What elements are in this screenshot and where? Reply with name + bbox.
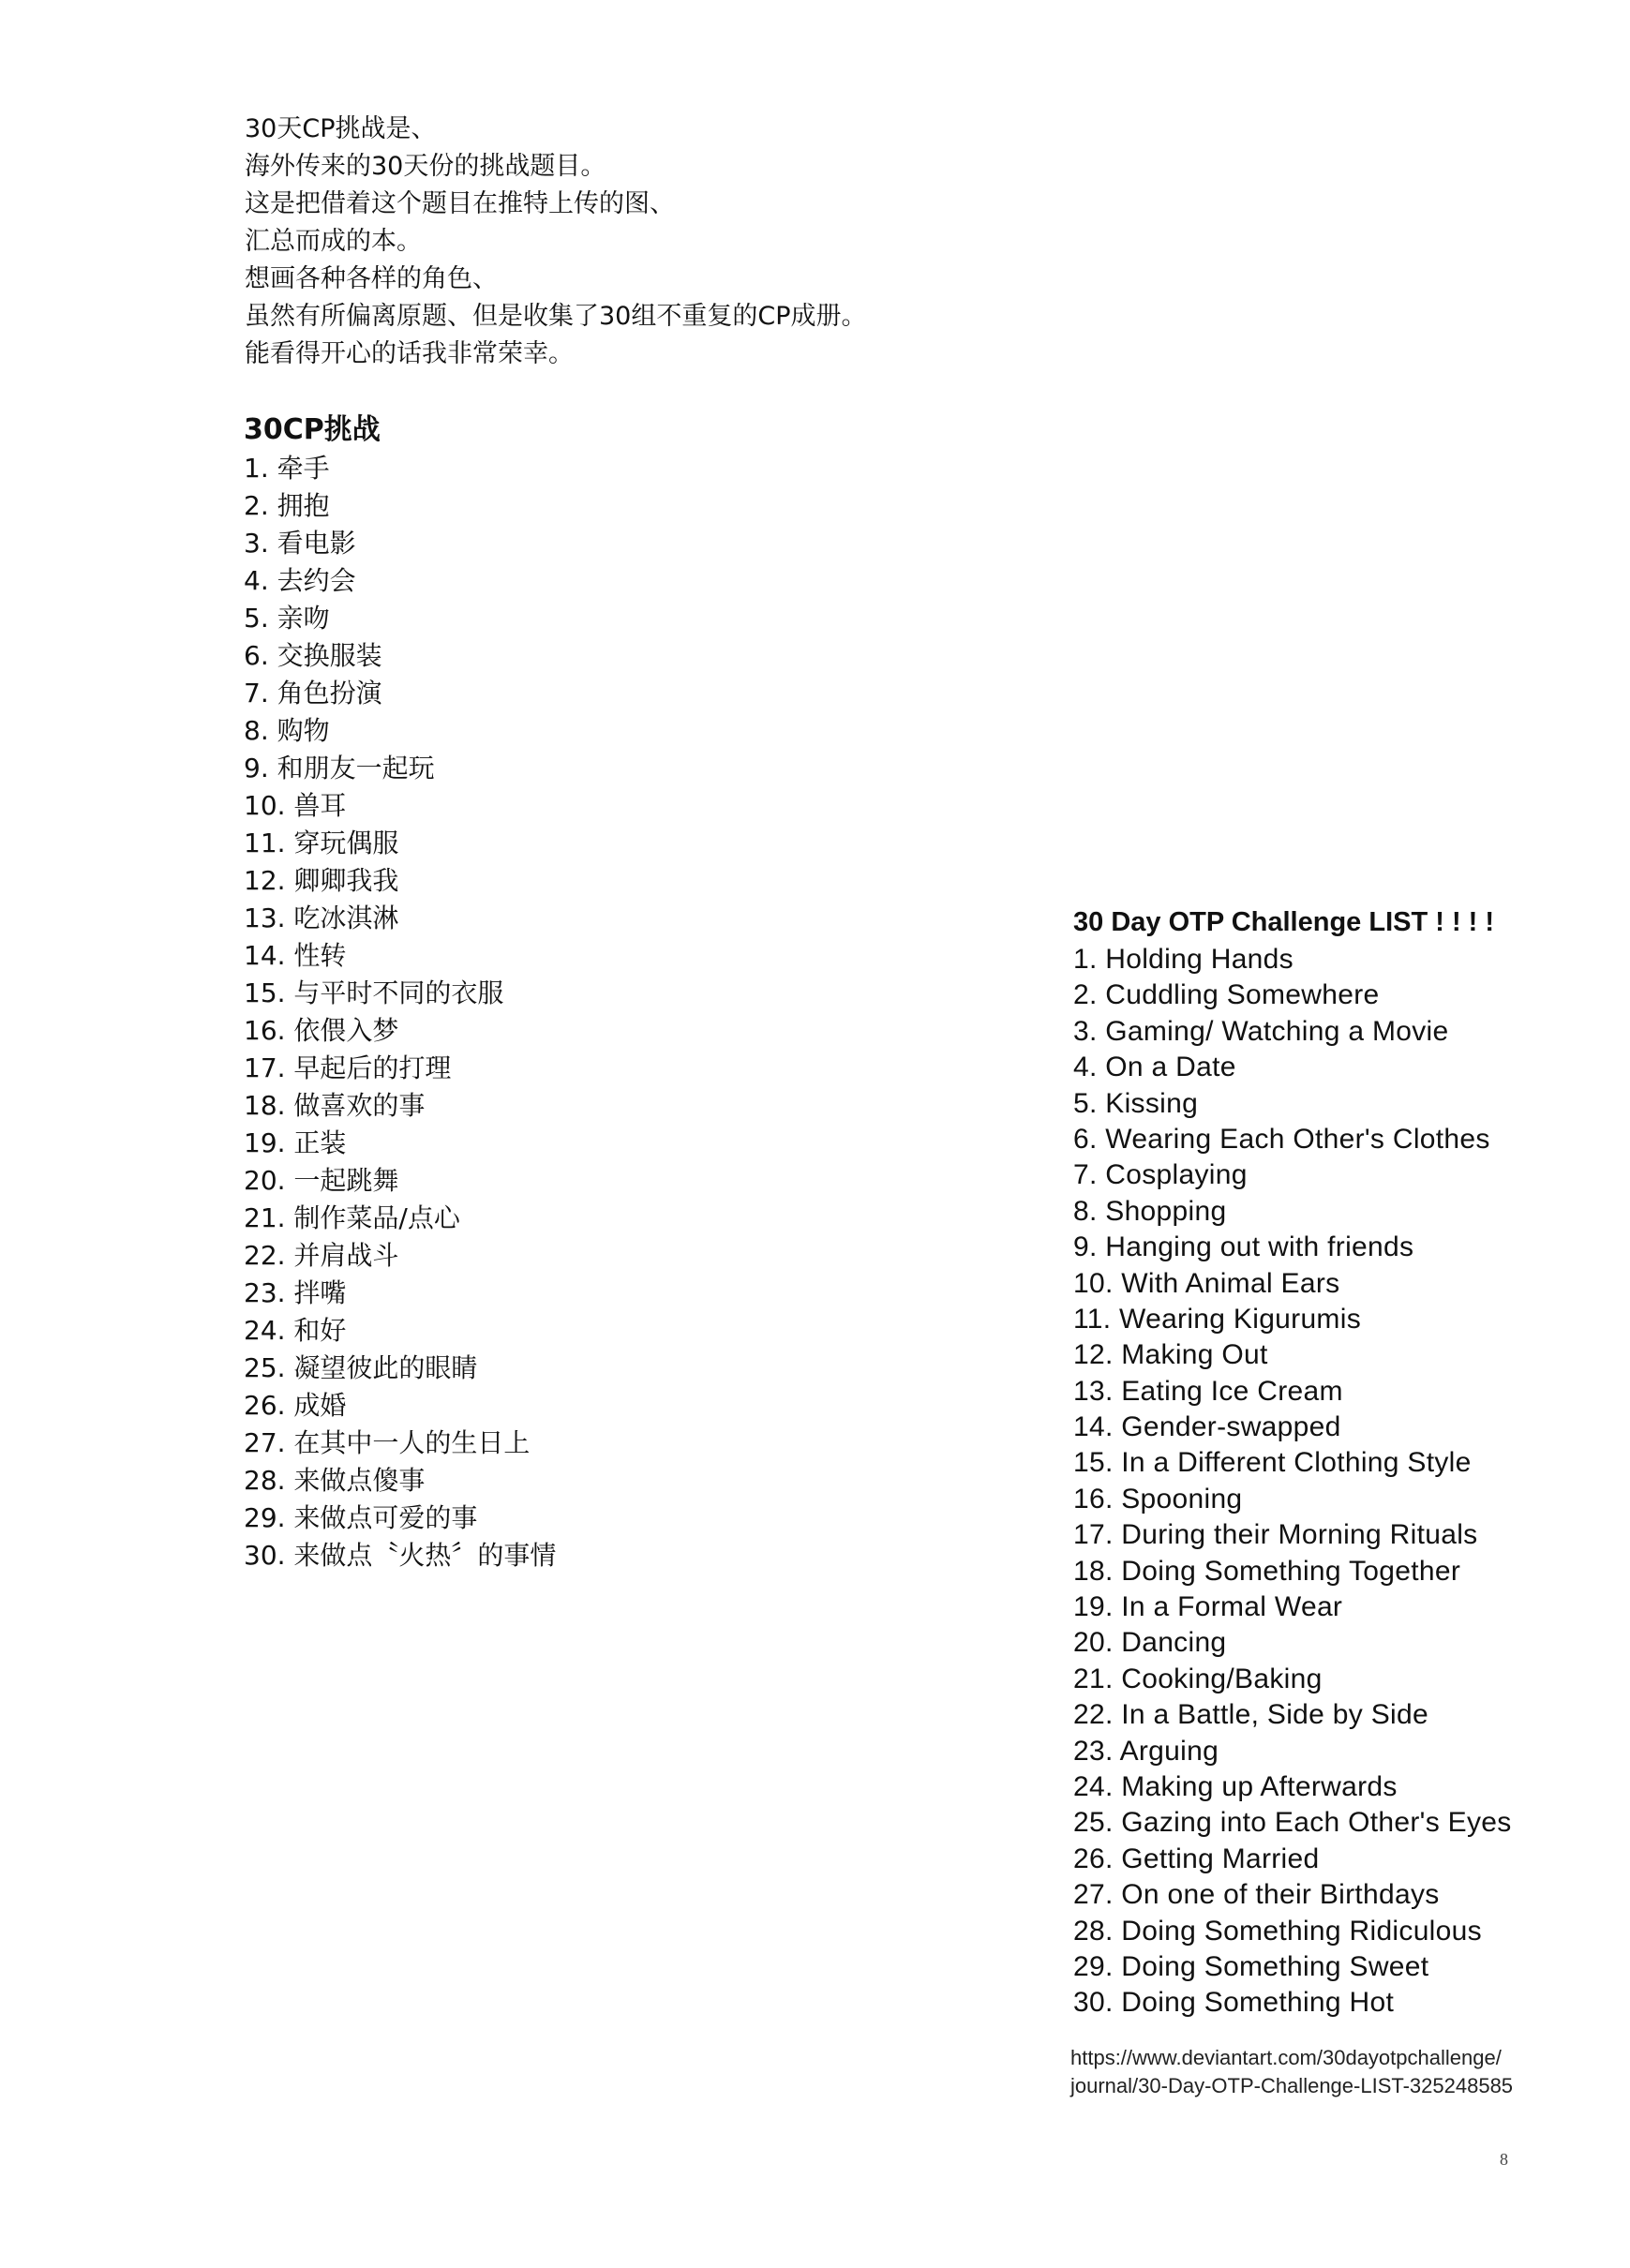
chinese-list-item: 13. 吃冰淇淋 [244,903,399,933]
chinese-list-heading: 30CP挑战 [244,413,381,446]
english-list-item: 18. Doing Something Together [1073,1555,1461,1587]
english-list-item: 6. Wearing Each Other's Clothes [1073,1123,1490,1155]
english-list-item: 12. Making Out [1073,1339,1268,1371]
intro-line: 30天CP挑战是、 [245,114,437,143]
chinese-list-item: 28. 来做点傻事 [244,1465,426,1496]
chinese-list-item: 30. 来做点〝火热〞的事情 [244,1540,557,1571]
english-list-item: 24. Making up Afterwards [1073,1770,1398,1802]
english-list-item: 29. Doing Something Sweet [1073,1950,1429,1982]
intro-line: 这是把借着这个题目在推特上传的图、 [245,189,675,218]
intro-line: 想画各种各样的角色、 [245,264,498,293]
source-url-line: journal/30-Day-OTP-Challenge-LIST-325248585 [1070,2074,1514,2097]
chinese-list-item: 23. 拌嘴 [244,1277,347,1308]
english-list-item: 19. In a Formal Wear [1073,1591,1343,1623]
english-list-item: 23. Arguing [1073,1735,1219,1767]
chinese-list-item: 26. 成婚 [244,1390,347,1421]
chinese-list-item: 10. 兽耳 [244,790,347,821]
chinese-list-item: 11. 穿玩偶服 [244,828,399,858]
chinese-list-item: 27. 在其中一人的生日上 [244,1427,531,1458]
chinese-list-item: 18. 做喜欢的事 [244,1090,426,1121]
chinese-list-item: 12. 卿卿我我 [244,865,399,896]
intro-line: 能看得开心的话我非常荣幸。 [245,339,574,368]
intro-line: 海外传来的30天份的挑战题目。 [245,152,606,181]
english-challenge-list [1073,903,1617,2022]
source-url [1070,2044,1614,2100]
english-list-item: 21. Cooking/Baking [1073,1663,1323,1694]
intro-line: 汇总而成的本。 [245,227,422,256]
page-number: 8 [1500,2150,1508,2169]
english-list-heading: 30 Day OTP Challenge LIST ! ! ! ! [1073,907,1495,937]
english-list-item: 11. Wearing Kigurumis [1073,1303,1361,1335]
chinese-challenge-list [244,410,806,1574]
chinese-list-item: 1. 牵手 [244,453,330,484]
intro-paragraph [245,111,1088,373]
chinese-list-item: 29. 来做点可爱的事 [244,1502,478,1533]
chinese-list-item: 22. 并肩战斗 [244,1240,399,1271]
english-list-item: 30. Doing Something Hot [1073,1987,1395,2019]
source-url-line: https://www.deviantart.com/30dayotpchallenge/ [1070,2046,1502,2069]
english-list-item: 14. Gender-swapped [1073,1411,1341,1443]
chinese-list-item: 8. 购物 [244,715,330,746]
chinese-list-item: 16. 依偎入梦 [244,1015,399,1046]
chinese-list-item: 6. 交换服装 [244,640,382,671]
english-list-item: 2. Cuddling Somewhere [1073,979,1380,1011]
chinese-list-item: 14. 性转 [244,940,347,971]
english-list-item: 9. Hanging out with friends [1073,1231,1414,1263]
chinese-list-item: 20. 一起跳舞 [244,1165,399,1196]
english-list-item: 16. Spooning [1073,1483,1243,1514]
english-list-item: 13. Eating Ice Cream [1073,1375,1343,1407]
chinese-list-item: 19. 正装 [244,1127,347,1158]
chinese-list-item: 24. 和好 [244,1315,347,1346]
english-list-item: 15. In a Different Clothing Style [1073,1447,1472,1479]
english-list-item: 1. Holding Hands [1073,944,1294,975]
chinese-list-item: 3. 看电影 [244,528,356,559]
chinese-list-item: 2. 拥抱 [244,490,330,521]
chinese-list-item: 9. 和朋友一起玩 [244,753,435,783]
english-list-item: 5. Kissing [1073,1087,1199,1119]
english-list-item: 3. Gaming/ Watching a Movie [1073,1015,1449,1047]
english-list-item: 4. On a Date [1073,1052,1236,1083]
chinese-list-item: 15. 与平时不同的衣服 [244,977,504,1008]
english-list-item: 27. On one of their Birthdays [1073,1879,1440,1911]
english-list-item: 22. In a Battle, Side by Side [1073,1699,1428,1731]
english-list-item: 25. Gazing into Each Other's Eyes [1073,1807,1512,1839]
english-list-item: 20. Dancing [1073,1627,1227,1659]
english-list-item: 7. Cosplaying [1073,1159,1248,1191]
chinese-list-item: 17. 早起后的打理 [244,1052,452,1083]
chinese-list-item: 21. 制作菜品/点心 [244,1202,460,1233]
chinese-list-item: 25. 凝望彼此的眼睛 [244,1352,478,1383]
english-list-item: 10. With Animal Ears [1073,1267,1340,1299]
chinese-list-item: 7. 角色扮演 [244,678,382,709]
intro-line: 虽然有所偏离原题、但是收集了30组不重复的CP成册。 [245,302,867,331]
english-list-item: 17. During their Morning Rituals [1073,1519,1478,1551]
english-list-item: 8. Shopping [1073,1195,1227,1227]
english-list-item: 26. Getting Married [1073,1843,1320,1874]
english-list-item: 28. Doing Something Ridiculous [1073,1915,1482,1947]
chinese-list-item: 5. 亲吻 [244,603,330,634]
chinese-list-item: 4. 去约会 [244,565,356,596]
